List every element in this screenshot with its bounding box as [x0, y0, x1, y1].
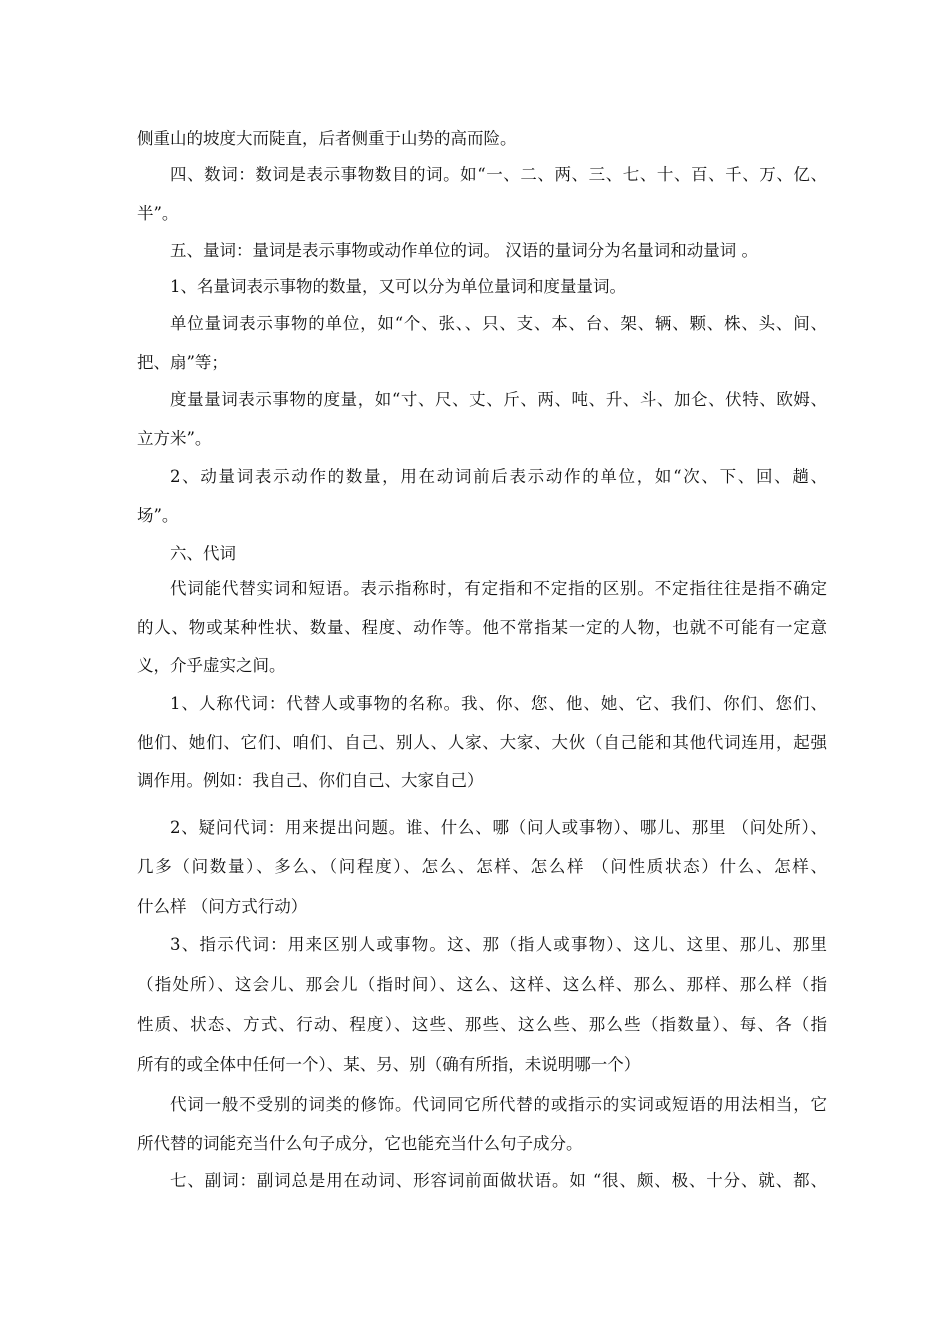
text-line: 什么样 （问方式行动） — [137, 897, 308, 916]
text-line: 半”。 — [137, 204, 179, 223]
text-line: 1、人称代词：代替人或事物的名称。我、你、您、他、她、它、我们、你们、您们、 — [170, 694, 827, 713]
text-line: 代词能代替实词和短语。表示指称时，有定指和不定指的区别。不定指往往是指不确定 — [170, 579, 827, 598]
text-line: 性质、状态、方式、行动、程度）、这些、那些、这么些、那么些（指数量）、每、各（指 — [137, 1015, 827, 1034]
text-line: 所有的或全体中任何一个）、某、另、别（确有所指，未说明哪一个） — [137, 1055, 641, 1074]
text-line: 2、疑问代词：用来提出问题。谁、什么、哪（问人或事物）、哪儿、那里 （问处所）、 — [170, 818, 827, 837]
text-line: 单位量词表示事物的单位，如“个、张、、只、支、本、台、架、辆、颗、株、头、间、 — [170, 314, 827, 333]
text-line: 调作用。例如：我自己、你们自己、大家自己） — [137, 771, 484, 790]
text-line: 度量量词表示事物的度量，如“寸、尺、丈、斤、两、吨、升、斗、加仑、伏特、欧姆、 — [170, 390, 827, 409]
text-line: （指处所）、这会儿、那会儿（指时间）、这么、这样、这么样、那么、那样、那么样（指 — [137, 975, 827, 994]
text-line: 五、量词：量词是表示事物或动作单位的词。 汉语的量词分为名量词和动量词 。 — [170, 241, 758, 260]
text-line: 四、数词：数词是表示事物数目的词。如“一、二、两、三、七、十、百、千、万、亿、 — [170, 165, 827, 184]
text-line: 侧重山的坡度大而陡直，后者侧重于山势的高而险。 — [137, 129, 517, 148]
text-line: 2、动量词表示动作的数量，用在动词前后表示动作的单位，如“次、下、回、趟、 — [170, 467, 827, 486]
text-line: 他们、她们、它们、咱们、自己、别人、人家、大家、大伙（自己能和其他代词连用，起强 — [137, 733, 827, 752]
text-line: 义，介乎虚实之间。 — [137, 656, 286, 675]
text-line: 场”。 — [137, 506, 179, 525]
text-line: 所代替的词能充当什么句子成分，它也能充当什么句子成分。 — [137, 1134, 583, 1153]
text-line: 1、名量词表示事物的数量，又可以分为单位量词和度量量词。 — [170, 277, 626, 296]
section-heading: 六、代词 — [170, 544, 236, 563]
text-line: 代词一般不受别的词类的修饰。代词同它所代替的或指示的实词或短语的用法相当，它 — [170, 1095, 827, 1114]
text-line: 几多（问数量）、多么、（问程度）、怎么、怎样、怎么样 （问性质状态）什么、怎样、 — [137, 857, 827, 876]
text-line: 立方米”。 — [137, 429, 212, 448]
text-line: 3、指示代词：用来区别人或事物。这、那（指人或事物）、这儿、这里、那儿、那里 — [170, 935, 827, 954]
text-line: 把、扇”等； — [137, 353, 228, 372]
text-line: 的人、物或某种性状、数量、程度、动作等。他不常指某一定的人物，也就不可能有一定意 — [137, 618, 827, 637]
text-line: 七、副词：副词总是用在动词、形容词前面做状语。如 “很、颇、极、十分、就、都、 — [170, 1171, 827, 1190]
